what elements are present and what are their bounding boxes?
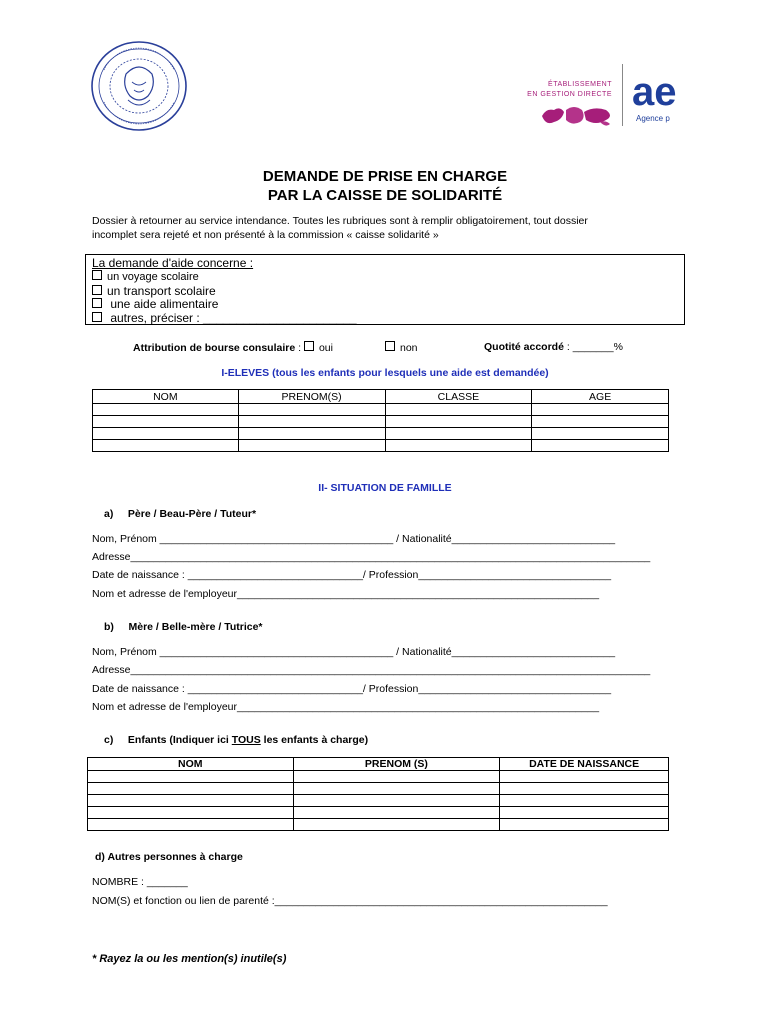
checkbox[interactable] — [92, 285, 102, 295]
bourse-non-option[interactable] — [385, 341, 418, 354]
table-cell[interactable] — [385, 416, 532, 428]
bourse-label: Attribution de bourse consulaire — [133, 342, 296, 354]
form-title-line2: PAR LA CAISSE DE SOLIDARITÉ — [267, 187, 503, 204]
table-row — [93, 428, 669, 440]
table-cell[interactable] — [385, 428, 532, 440]
column-header-prenom: PRENOM(S) — [238, 390, 385, 404]
world-map-icon — [538, 102, 618, 130]
table-cell[interactable] — [93, 428, 239, 440]
enfants-table — [87, 757, 669, 831]
table-row — [88, 795, 669, 807]
aefe-logo — [526, 62, 770, 134]
table-cell[interactable] — [500, 807, 669, 819]
pere-employeur-field[interactable]: Nom et adresse de l'employeur______________________________________________________________ — [92, 588, 600, 600]
table-cell[interactable] — [293, 819, 500, 831]
table-cell[interactable] — [532, 404, 669, 416]
table-cell[interactable] — [93, 416, 239, 428]
table-cell[interactable] — [93, 440, 239, 452]
mere-naissance-field[interactable]: Date de naissance : ______________________________/ Profession_________________________________ — [92, 683, 612, 695]
table-cell[interactable] — [238, 404, 385, 416]
table-cell[interactable] — [238, 440, 385, 452]
table-cell[interactable] — [293, 771, 500, 783]
aide-type-label: La demande d'aide concerne : — [92, 256, 254, 270]
aide-type-box — [85, 254, 685, 325]
eleves-heading: I-ELEVES (tous les enfants pour lesquels une aide est demandée) — [221, 367, 549, 379]
column-header-prenom: PRENOM (S) — [293, 758, 500, 771]
table-cell[interactable] — [500, 795, 669, 807]
quotite-label: Quotité accordé — [484, 341, 564, 353]
table-row — [88, 771, 669, 783]
column-header-age: AGE — [532, 390, 669, 404]
table-cell[interactable] — [88, 819, 294, 831]
intro-line2: incomplet sera rejeté et non présenté à la commission « caisse solidarité » — [92, 229, 439, 241]
table-row — [88, 819, 669, 831]
enfants-heading: c) Enfants (Indiquer ici TOUS les enfants à charge) — [104, 734, 369, 746]
pere-nom-field[interactable]: Nom, Prénom ________________________________________ / Nationalité____________________________ — [92, 533, 616, 545]
table-row — [88, 807, 669, 819]
quotite-value: : _______% — [563, 341, 623, 353]
column-header-classe: CLASSE — [385, 390, 532, 404]
pere-naissance-field[interactable]: Date de naissance : ______________________________/ Profession_________________________________ — [92, 569, 612, 581]
table-cell[interactable] — [385, 404, 532, 416]
nombre-field[interactable]: NOMBRE : _______ — [92, 876, 188, 888]
table-row — [93, 416, 669, 428]
form-title-line1: DEMANDE DE PRISE EN CHARGE — [262, 168, 508, 185]
table-row — [93, 404, 669, 416]
table-cell[interactable] — [88, 783, 294, 795]
checkbox[interactable] — [92, 298, 102, 308]
aide-option-transport[interactable]: un transport scolaire — [92, 285, 678, 299]
table-cell[interactable] — [88, 807, 294, 819]
column-header-nom: NOM — [93, 390, 239, 404]
school-seal-logo — [90, 40, 188, 132]
aefe-label-line2: EN GESTION DIRECTE — [527, 91, 612, 98]
column-header-date-naissance: DATE DE NAISSANCE — [500, 758, 669, 771]
aide-option-alimentaire[interactable]: une aide alimentaire — [92, 298, 678, 312]
table-row — [88, 783, 669, 795]
mere-heading: b) Mère / Belle-mère / Tutrice* — [104, 621, 263, 633]
table-cell[interactable] — [500, 771, 669, 783]
table-cell[interactable] — [532, 416, 669, 428]
aefe-logo-text: ae — [632, 70, 677, 114]
table-cell[interactable] — [93, 404, 239, 416]
bourse-non-checkbox[interactable] — [385, 341, 395, 351]
table-cell[interactable] — [500, 819, 669, 831]
bourse-row: Attribution de bourse consulaire : oui — [133, 342, 333, 354]
intro-line1: Dossier à retourner au service intendance. Toutes les rubriques sont à remplir obligatoirement, tout dossier — [92, 215, 588, 227]
table-cell[interactable] — [532, 428, 669, 440]
table-cell[interactable] — [238, 428, 385, 440]
aide-option-autres[interactable]: autres, préciser : _______________________ — [92, 312, 678, 326]
autres-heading: d) Autres personnes à charge — [95, 851, 243, 863]
quotite-row — [484, 341, 623, 353]
bourse-non-label: non — [400, 342, 418, 354]
table-cell[interactable] — [238, 416, 385, 428]
footnote: * Rayez la ou les mention(s) inutile(s) — [92, 953, 287, 965]
famille-heading: II- SITUATION DE FAMILLE — [318, 482, 452, 494]
aefe-label-line1: ÉTABLISSEMENT — [548, 81, 612, 88]
aide-option-voyage[interactable]: un voyage scolaire — [92, 270, 678, 285]
mere-employeur-field[interactable]: Nom et adresse de l'employeur______________________________________________________________ — [92, 701, 600, 713]
aefe-agence-text: Agence p — [636, 114, 670, 123]
table-cell[interactable] — [293, 783, 500, 795]
pere-heading: a) Père / Beau-Père / Tuteur* — [104, 508, 257, 520]
checkbox[interactable] — [92, 312, 102, 322]
checkbox[interactable] — [92, 270, 102, 280]
table-row — [93, 440, 669, 452]
mere-nom-field[interactable]: Nom, Prénom ________________________________________ / Nationalité____________________________ — [92, 646, 616, 658]
eleves-table — [92, 389, 669, 452]
table-cell[interactable] — [293, 795, 500, 807]
table-cell[interactable] — [293, 807, 500, 819]
bourse-oui-label: oui — [318, 342, 333, 354]
noms-parente-field[interactable]: NOM(S) et fonction ou lien de parenté :_________________________________________________________ — [92, 895, 608, 907]
table-cell[interactable] — [532, 440, 669, 452]
table-cell[interactable] — [385, 440, 532, 452]
table-cell[interactable] — [88, 771, 294, 783]
table-cell[interactable] — [500, 783, 669, 795]
table-cell[interactable] — [88, 795, 294, 807]
bourse-oui-checkbox[interactable] — [304, 341, 314, 351]
mere-adresse-field[interactable]: Adresse_________________________________________________________________________________________ — [92, 664, 651, 676]
intro-text — [92, 214, 672, 242]
pere-adresse-field[interactable]: Adresse_________________________________________________________________________________________ — [92, 551, 651, 563]
column-header-nom: NOM — [88, 758, 294, 771]
